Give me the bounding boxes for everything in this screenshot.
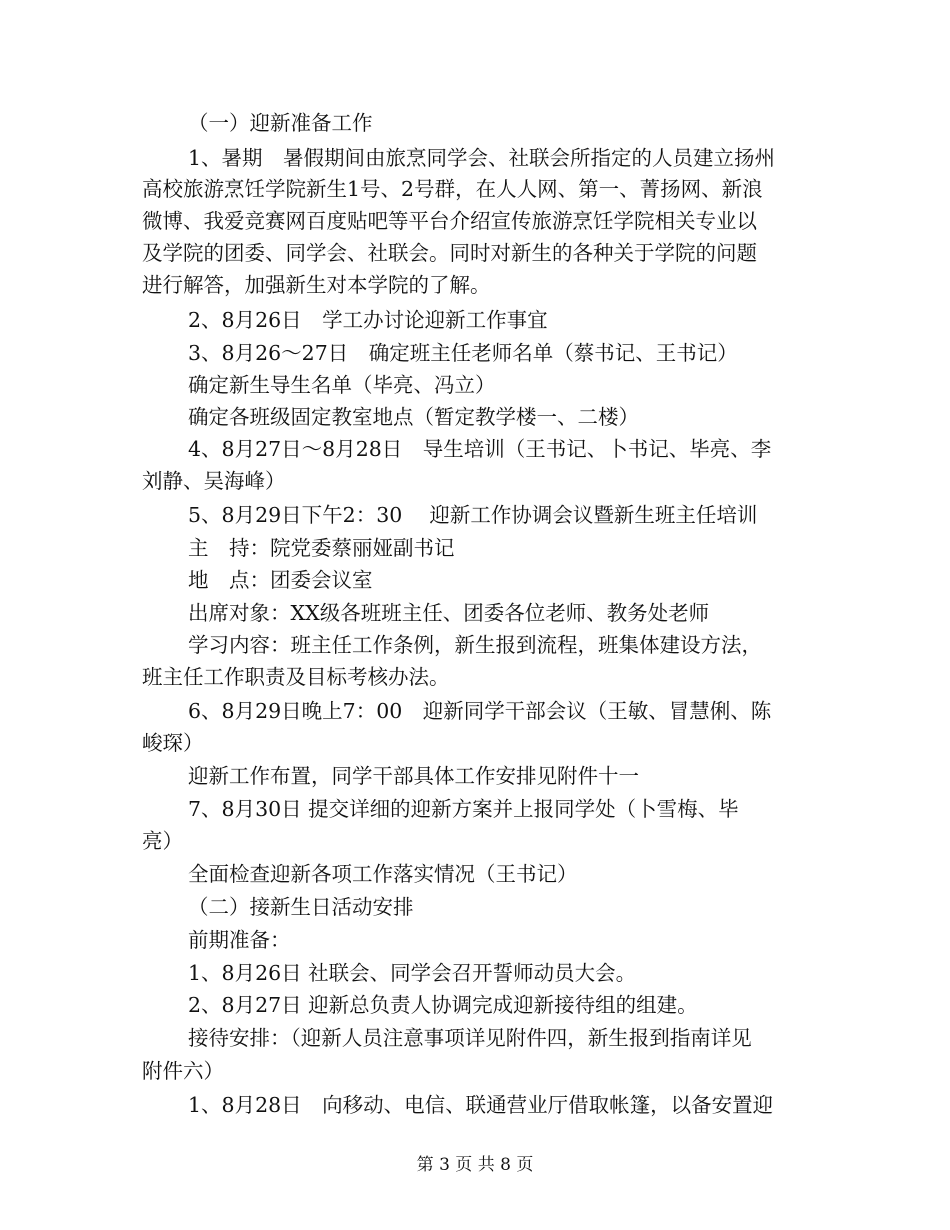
paragraph-line: 高校旅游烹饪学院新生1号、2号群，在人人网、第一、菁扬网、新浪 bbox=[142, 177, 763, 201]
section-heading-1: （一）迎新准备工作 bbox=[188, 111, 373, 135]
paragraph-line: 进行解答，加强新生对本学院的了解。 bbox=[142, 273, 491, 297]
paragraph-line: 1、8月28日 向移动、电信、联通营业厅借取帐篷，以备安置迎 bbox=[188, 1093, 774, 1117]
paragraph-line: 及学院的团委、同学会、社联会。同时对新生的各种关于学院的问题 bbox=[142, 241, 757, 265]
paragraph-line: 确定各班级固定教室地点（暂定教学楼一、二楼） bbox=[188, 405, 639, 429]
paragraph-line: 4、8月27日～8月28日 导生培训（王书记、卜书记、毕亮、李 bbox=[188, 437, 772, 461]
section-heading-2: （二）接新生日活动安排 bbox=[188, 895, 414, 919]
paragraph-line: 刘静、吴海峰） bbox=[142, 469, 286, 493]
paragraph-line: 确定新生导生名单（毕亮、冯立） bbox=[188, 373, 496, 397]
paragraph-line: 附件六） bbox=[142, 1059, 224, 1083]
paragraph-line: 微博、我爱竞赛网百度贴吧等平台介绍宣传旅游烹饪学院相关专业以 bbox=[142, 209, 757, 233]
paragraph-line: 接待安排：（迎新人员注意事项详见附件四，新生报到指南详见 bbox=[188, 1026, 752, 1050]
paragraph-line: 1、暑期 暑假期间由旅烹同学会、社联会所指定的人员建立扬州 bbox=[188, 146, 776, 170]
paragraph-line: 5、8月29日下午2：30 迎新工作协调会议暨新生班主任培训 bbox=[188, 503, 758, 527]
paragraph-line: 班主任工作职责及目标考核办法。 bbox=[142, 665, 450, 689]
paragraph-line: 迎新工作布置，同学干部具体工作安排见附件十一 bbox=[188, 764, 639, 788]
paragraph-line: 7、8月30日 提交详细的迎新方案并上报同学处（卜雪梅、毕 bbox=[188, 797, 739, 821]
paragraph-line: 出席对象：XX级各班班主任、团委各位老师、教务处老师 bbox=[188, 601, 710, 625]
paragraph-line: 3、8月26～27日 确定班主任老师名单（蔡书记、王书记） bbox=[188, 341, 738, 365]
paragraph-line: 全面检查迎新各项工作落实情况（王书记） bbox=[188, 862, 578, 886]
paragraph-line: 学习内容：班主任工作条例，新生报到流程，班集体建设方法， bbox=[188, 633, 762, 657]
paragraph-line: 主 持：院党委蔡丽娅副书记 bbox=[188, 536, 455, 560]
paragraph-line: 6、8月29日晚上7：00 迎新同学干部会议（王敏、冒慧俐、陈 bbox=[188, 699, 772, 723]
paragraph-line: 2、8月27日 迎新总负责人协调完成迎新接待组的组建。 bbox=[188, 993, 698, 1017]
paragraph-line: 2、8月26日 学工办讨论迎新工作事宜 bbox=[188, 308, 548, 332]
page-number-footer: 第 3 页 共 8 页 bbox=[416, 1155, 534, 1175]
paragraph-line: 峻琛） bbox=[142, 731, 204, 755]
paragraph-line: 地 点：团委会议室 bbox=[188, 568, 373, 592]
paragraph-line: 亮） bbox=[142, 829, 183, 853]
paragraph-line: 1、8月26日 社联会、同学会召开誓师动员大会。 bbox=[188, 961, 637, 985]
paragraph-line: 前期准备： bbox=[188, 928, 291, 952]
